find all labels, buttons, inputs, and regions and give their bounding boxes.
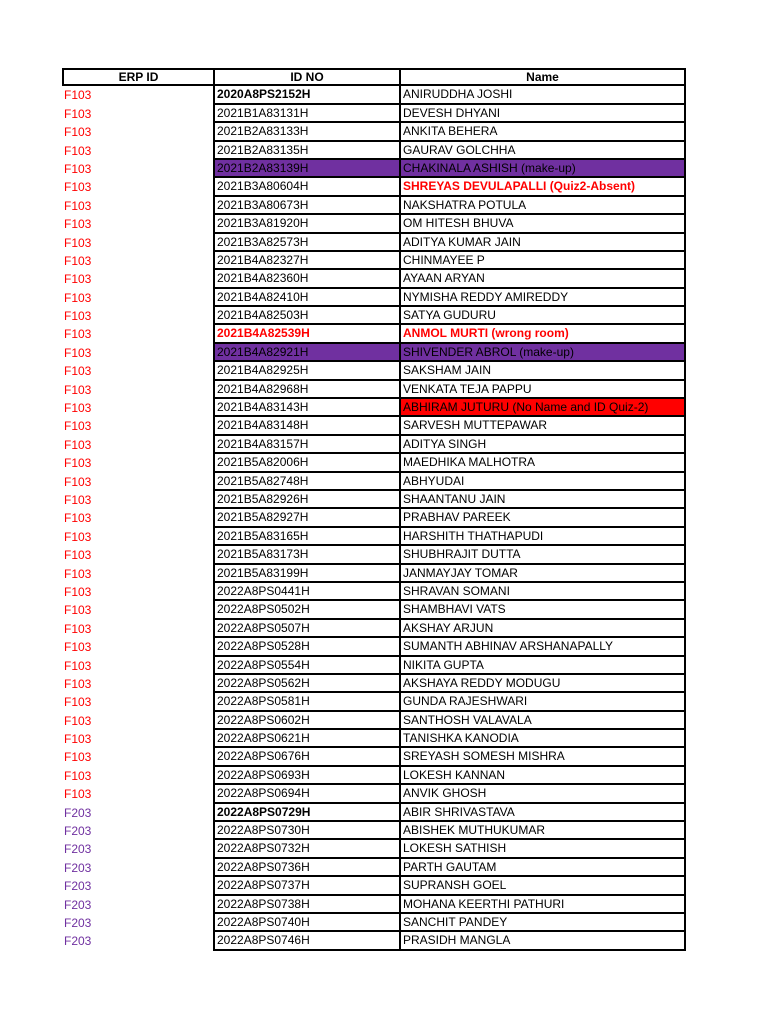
id-no-cell[interactable]: 2021B5A83165H (213, 528, 399, 546)
name-cell[interactable]: VENKATA TEJA PAPPU (399, 381, 686, 399)
name-cell[interactable]: DEVESH DHYANI (399, 105, 686, 123)
table-row (62, 234, 686, 252)
id-no-cell[interactable]: 2022A8PS0694H (213, 785, 399, 803)
name-cell[interactable]: NIKITA GUPTA (399, 657, 686, 675)
id-no-cell[interactable]: 2022A8PS0746H (213, 932, 399, 950)
name-cell[interactable]: LOKESH KANNAN (399, 767, 686, 785)
erp-id-cell[interactable]: F203 (64, 824, 92, 839)
name-cell[interactable]: CHAKINALA ASHISH (make-up) (399, 160, 686, 178)
id-no-cell[interactable]: 2021B4A82968H (213, 381, 399, 399)
name-cell[interactable]: CHINMAYEE P (399, 252, 686, 270)
table-row (62, 712, 686, 730)
table-row (62, 914, 686, 932)
id-no-cell[interactable]: 2021B4A82925H (213, 362, 399, 380)
header-id-no[interactable]: ID NO (213, 68, 399, 86)
table-row (62, 399, 686, 417)
name-cell[interactable]: SATYA GUDURU (399, 307, 686, 325)
erp-id-cell[interactable]: F103 (64, 253, 92, 268)
table-row (62, 785, 686, 803)
name-cell[interactable]: TANISHKA KANODIA (399, 730, 686, 748)
erp-id-cell[interactable]: F103 (64, 327, 92, 342)
erp-id-cell[interactable]: F103 (64, 401, 92, 416)
table-row (62, 160, 686, 178)
id-no-cell[interactable]: 2022A8PS0502H (213, 601, 399, 619)
table-body (62, 86, 686, 950)
table-row (62, 730, 686, 748)
table-row (62, 546, 686, 564)
name-cell[interactable]: PARTH GAUTAM (399, 859, 686, 877)
table-row (62, 252, 686, 270)
id-no-cell[interactable]: 2022A8PS0693H (213, 767, 399, 785)
erp-id-cell[interactable]: F103 (64, 658, 92, 673)
name-cell[interactable]: JANMAYJAY TOMAR (399, 565, 686, 583)
erp-id-cell[interactable]: F103 (64, 529, 92, 544)
name-cell[interactable]: ABHIRAM JUTURU (No Name and ID Quiz-2) (399, 399, 686, 417)
name-cell[interactable]: ADITYA KUMAR JAIN (399, 234, 686, 252)
erp-id-cell[interactable]: F103 (64, 456, 92, 471)
erp-id-cell[interactable]: F103 (64, 235, 92, 250)
name-cell[interactable]: SHAANTANU JAIN (399, 491, 686, 509)
id-no-cell[interactable]: 2022A8PS0740H (213, 914, 399, 932)
id-no-cell[interactable]: 2022A8PS0738H (213, 896, 399, 914)
erp-id-cell[interactable]: F103 (64, 621, 92, 636)
id-no-cell[interactable]: 2021B1A83131H (213, 105, 399, 123)
id-no-cell[interactable]: 2021B4A82921H (213, 344, 399, 362)
erp-id-cell[interactable]: F103 (64, 676, 92, 691)
id-no-cell[interactable]: 2021B4A82410H (213, 289, 399, 307)
name-cell[interactable]: SAKSHAM JAIN (399, 362, 686, 380)
table-row (62, 932, 686, 950)
erp-id-cell[interactable]: F103 (64, 180, 92, 195)
name-cell[interactable]: ANMOL MURTI (wrong room) (399, 325, 686, 343)
header-name[interactable]: Name (399, 68, 686, 86)
id-no-cell[interactable]: 2022A8PS0621H (213, 730, 399, 748)
erp-id-cell[interactable]: F103 (64, 640, 92, 655)
erp-id-cell[interactable]: F103 (64, 419, 92, 434)
id-no-cell[interactable]: 2021B2A83139H (213, 160, 399, 178)
name-cell[interactable]: MAEDHIKA MALHOTRA (399, 454, 686, 472)
table-row (62, 565, 686, 583)
id-no-cell[interactable]: 2021B3A81920H (213, 215, 399, 233)
table-row (62, 178, 686, 196)
id-no-cell[interactable]: 2022A8PS0729H (213, 804, 399, 822)
name-cell[interactable]: MOHANA KEERTHI PATHURI (399, 896, 686, 914)
erp-id-cell[interactable]: F103 (64, 106, 92, 121)
table-row (62, 638, 686, 656)
id-no-cell[interactable]: 2022A8PS0602H (213, 712, 399, 730)
table-row (62, 289, 686, 307)
table-row (62, 362, 686, 380)
table-row (62, 620, 686, 638)
header-erp-id[interactable]: ERP ID (62, 68, 213, 86)
id-no-cell[interactable]: 2022A8PS0736H (213, 859, 399, 877)
name-cell[interactable]: SARVESH MUTTEPAWAR (399, 417, 686, 435)
table-row (62, 105, 686, 123)
name-cell[interactable]: ANKITA BEHERA (399, 123, 686, 141)
erp-id-cell[interactable]: F103 (64, 198, 92, 213)
table-row (62, 528, 686, 546)
name-cell[interactable]: AKSHAY ARJUN (399, 620, 686, 638)
erp-id-cell[interactable]: F203 (64, 915, 92, 930)
table-row (62, 436, 686, 454)
name-cell[interactable]: SUPRANSH GOEL (399, 877, 686, 895)
erp-id-cell[interactable]: F103 (64, 603, 92, 618)
erp-id-cell[interactable]: F103 (64, 768, 92, 783)
erp-id-cell[interactable]: F103 (64, 713, 92, 728)
id-no-cell[interactable]: 2021B5A82927H (213, 509, 399, 527)
table-row (62, 307, 686, 325)
table-row (62, 381, 686, 399)
name-cell[interactable]: NYMISHA REDDY AMIREDDY (399, 289, 686, 307)
name-cell[interactable]: SUMANTH ABHINAV ARSHANAPALLY (399, 638, 686, 656)
table-row (62, 270, 686, 288)
erp-id-cell[interactable]: F103 (64, 125, 92, 140)
name-cell[interactable]: GAURAV GOLCHHA (399, 142, 686, 160)
id-no-cell[interactable]: 2021B4A83157H (213, 436, 399, 454)
table-row (62, 86, 686, 104)
id-no-cell[interactable]: 2022A8PS0730H (213, 822, 399, 840)
id-no-cell[interactable]: 2021B3A82573H (213, 234, 399, 252)
name-cell[interactable]: AYAAN ARYAN (399, 270, 686, 288)
erp-id-cell[interactable]: F203 (64, 897, 92, 912)
erp-id-cell[interactable]: F103 (64, 511, 92, 526)
erp-id-cell[interactable]: F103 (64, 750, 92, 765)
erp-id-cell[interactable]: F103 (64, 732, 92, 747)
erp-id-cell[interactable]: F103 (64, 566, 92, 581)
name-cell[interactable]: ABIR SHRIVASTAVA (399, 804, 686, 822)
name-cell[interactable]: PRABHAV PAREEK (399, 509, 686, 527)
erp-id-cell[interactable]: F103 (64, 272, 92, 287)
erp-id-cell[interactable]: F103 (64, 787, 92, 802)
table-row (62, 859, 686, 877)
table-row (62, 454, 686, 472)
erp-id-cell[interactable]: F103 (64, 382, 92, 397)
erp-id-cell[interactable]: F103 (64, 548, 92, 563)
table-row (62, 491, 686, 509)
id-no-cell[interactable]: 2022A8PS0507H (213, 620, 399, 638)
id-no-cell[interactable]: 2021B5A83173H (213, 546, 399, 564)
table-row (62, 123, 686, 141)
id-no-cell[interactable]: 2022A8PS0554H (213, 657, 399, 675)
id-no-cell[interactable]: 2022A8PS0441H (213, 583, 399, 601)
name-cell[interactable]: SHRAVAN SOMANI (399, 583, 686, 601)
table-row (62, 896, 686, 914)
name-cell[interactable]: ANIRUDDHA JOSHI (399, 86, 686, 104)
header-row (62, 68, 686, 86)
name-cell[interactable]: OM HITESH BHUVA (399, 215, 686, 233)
table-row (62, 657, 686, 675)
table-row (62, 601, 686, 619)
erp-id-cell[interactable]: F103 (64, 143, 92, 158)
id-no-cell[interactable]: 2022A8PS0732H (213, 840, 399, 858)
id-no-cell[interactable]: 2021B5A83199H (213, 565, 399, 583)
table-row (62, 509, 686, 527)
table-row (62, 822, 686, 840)
name-cell[interactable]: SREYASH SOMESH MISHRA (399, 748, 686, 766)
name-cell[interactable]: NAKSHATRA POTULA (399, 197, 686, 215)
name-cell[interactable]: HARSHITH THATHAPUDI (399, 528, 686, 546)
erp-id-cell[interactable]: F103 (64, 161, 92, 176)
erp-id-cell[interactable]: F103 (64, 217, 92, 232)
id-no-cell[interactable]: 2021B2A83135H (213, 142, 399, 160)
name-cell[interactable]: AKSHAYA REDDY MODUGU (399, 675, 686, 693)
name-cell[interactable]: ABHYUDAI (399, 473, 686, 491)
erp-id-cell[interactable]: F103 (64, 584, 92, 599)
id-no-cell[interactable]: 2021B4A83143H (213, 399, 399, 417)
erp-id-cell[interactable]: F103 (64, 309, 92, 324)
id-no-cell[interactable]: 2022A8PS0562H (213, 675, 399, 693)
name-cell[interactable]: SHIVENDER ABROL (make-up) (399, 344, 686, 362)
erp-id-cell[interactable]: F103 (64, 290, 92, 305)
erp-id-cell[interactable]: F103 (64, 364, 92, 379)
erp-id-cell[interactable]: F203 (64, 842, 92, 857)
id-no-cell[interactable]: 2021B5A82926H (213, 491, 399, 509)
id-no-cell[interactable]: 2021B5A82006H (213, 454, 399, 472)
table-row (62, 804, 686, 822)
erp-id-cell[interactable]: F103 (64, 492, 92, 507)
table-row (62, 325, 686, 343)
table-row (62, 840, 686, 858)
id-no-cell[interactable]: 2021B4A82503H (213, 307, 399, 325)
table-row (62, 473, 686, 491)
erp-id-cell[interactable]: F103 (64, 437, 92, 452)
erp-id-cell[interactable]: F203 (64, 879, 92, 894)
id-no-cell[interactable]: 2022A8PS0581H (213, 693, 399, 711)
erp-id-cell[interactable]: F203 (64, 805, 92, 820)
spreadsheet-table (62, 68, 686, 951)
erp-id-cell[interactable]: F103 (64, 88, 92, 103)
table-row (62, 583, 686, 601)
name-cell[interactable]: ANVIK GHOSH (399, 785, 686, 803)
table-row (62, 877, 686, 895)
erp-id-cell[interactable]: F103 (64, 345, 92, 360)
name-cell[interactable]: GUNDA RAJESHWARI (399, 693, 686, 711)
erp-id-cell[interactable]: F103 (64, 695, 92, 710)
erp-id-cell[interactable]: F103 (64, 474, 92, 489)
table-row (62, 693, 686, 711)
id-no-cell[interactable]: 2022A8PS0528H (213, 638, 399, 656)
id-no-cell[interactable]: 2021B3A80673H (213, 197, 399, 215)
erp-id-cell[interactable]: F203 (64, 934, 92, 949)
name-cell[interactable]: SHUBHRAJIT DUTTA (399, 546, 686, 564)
name-cell[interactable]: SANCHIT PANDEY (399, 914, 686, 932)
table-row (62, 142, 686, 160)
name-cell[interactable]: ADITYA SINGH (399, 436, 686, 454)
name-cell[interactable]: SHREYAS DEVULAPALLI (Quiz2-Absent) (399, 178, 686, 196)
erp-id-cell[interactable]: F203 (64, 860, 92, 875)
id-no-cell[interactable]: 2021B5A82748H (213, 473, 399, 491)
id-no-cell[interactable]: 2021B4A82327H (213, 252, 399, 270)
table-row (62, 748, 686, 766)
id-no-cell[interactable]: 2021B3A80604H (213, 178, 399, 196)
table-row (62, 344, 686, 362)
id-no-cell[interactable]: 2020A8PS2152H (213, 86, 399, 104)
table-row (62, 417, 686, 435)
name-cell[interactable]: SANTHOSH VALAVALA (399, 712, 686, 730)
id-no-cell[interactable]: 2021B4A82360H (213, 270, 399, 288)
table-row (62, 215, 686, 233)
table-row (62, 767, 686, 785)
name-cell[interactable]: ABISHEK MUTHUKUMAR (399, 822, 686, 840)
id-no-cell[interactable]: 2021B4A82539H (213, 325, 399, 343)
id-no-cell[interactable]: 2021B2A83133H (213, 123, 399, 141)
id-no-cell[interactable]: 2022A8PS0676H (213, 748, 399, 766)
table-row (62, 197, 686, 215)
id-no-cell[interactable]: 2022A8PS0737H (213, 877, 399, 895)
name-cell[interactable]: SHAMBHAVI VATS (399, 601, 686, 619)
id-no-cell[interactable]: 2021B4A83148H (213, 417, 399, 435)
name-cell[interactable]: LOKESH SATHISH (399, 840, 686, 858)
table-row (62, 675, 686, 693)
name-cell[interactable]: PRASIDH MANGLA (399, 932, 686, 950)
